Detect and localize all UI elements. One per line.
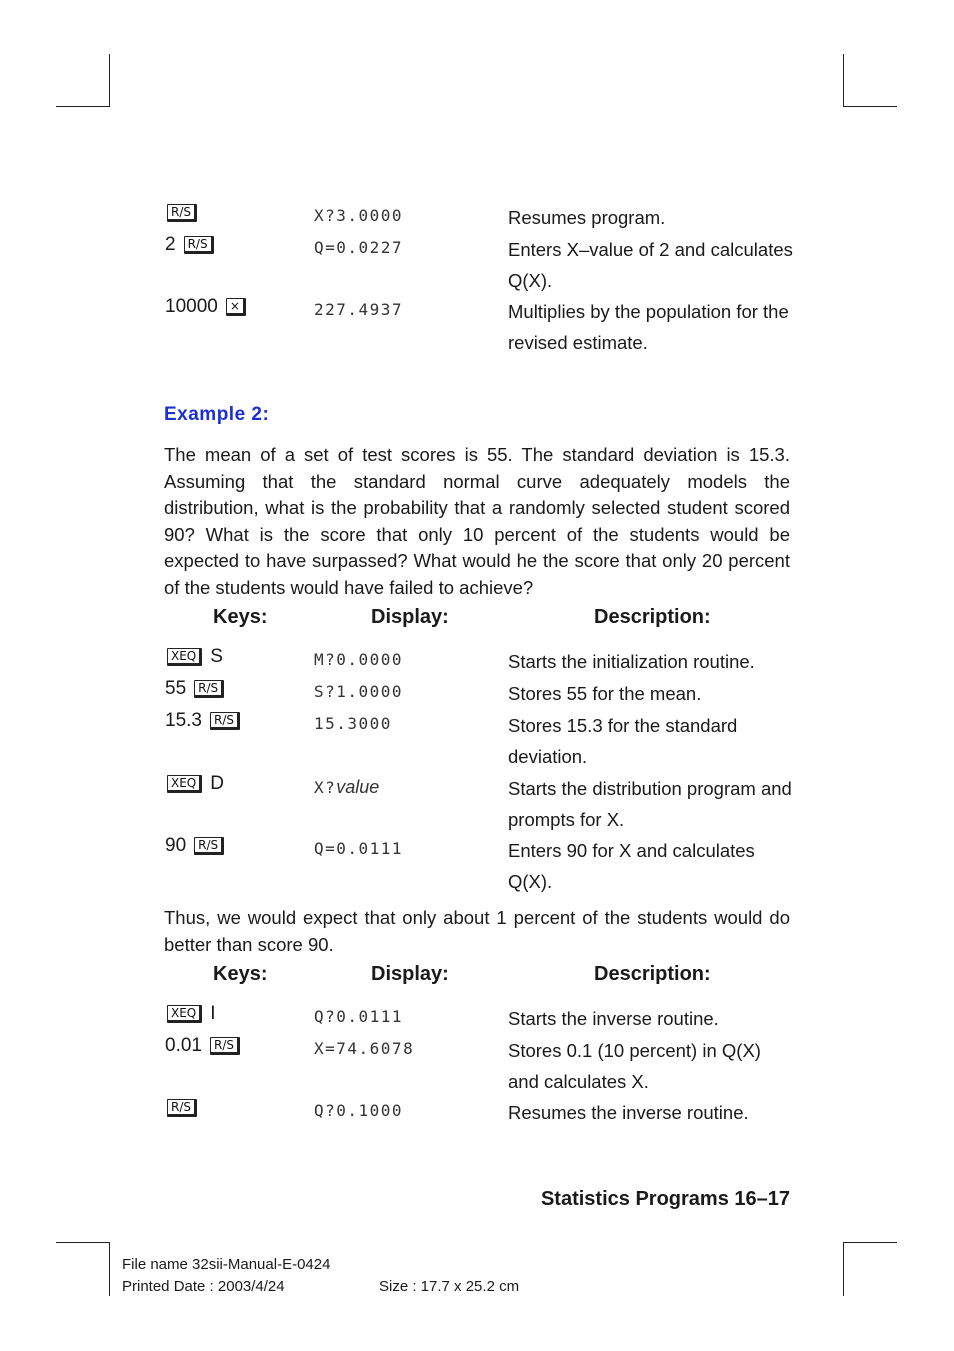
crop-mark	[109, 54, 110, 106]
keys-cell	[165, 1097, 199, 1119]
key-rs: R/S	[210, 712, 240, 730]
crop-mark	[843, 106, 897, 107]
key-xeq: XEQ	[167, 1005, 202, 1023]
crop-mark	[56, 106, 110, 107]
example-heading: Example 2:	[164, 404, 270, 425]
crop-mark	[109, 1242, 110, 1296]
page-footer-title: Statistics Programs 16–17	[540, 1188, 790, 1210]
display-cell: Q=0.0227	[314, 238, 404, 257]
display-header: Display:	[371, 963, 449, 985]
description-cell: Enters 90 for X and calculates Q(X).	[508, 840, 755, 892]
table-row	[0, 773, 954, 830]
key-rs: R/S	[167, 204, 197, 222]
key-rs: R/S	[194, 837, 224, 855]
display-cell: X?3.0000	[314, 206, 404, 225]
keys-cell	[165, 202, 199, 224]
description-cell: Resumes the inverse routine.	[508, 1102, 749, 1123]
description-cell: Enters X–value of 2 and calculates Q(X).	[508, 239, 793, 291]
display-cell: 227.4937	[314, 300, 404, 319]
key-rs: R/S	[210, 1037, 240, 1055]
description-cell: Stores 15.3 for the standard deviation.	[508, 715, 738, 767]
display-cell: 15.3000	[314, 714, 392, 733]
file-name: File name 32sii-Manual-E-0424	[122, 1256, 331, 1273]
keys-header: Keys:	[213, 963, 268, 985]
key-rs: R/S	[194, 680, 224, 698]
keys-cell: XEQ D	[165, 773, 224, 795]
keys-cell: 55 R/S	[165, 678, 226, 700]
keys-cell: 10000 ×	[165, 296, 248, 318]
keys-cell: 2 R/S	[165, 234, 216, 256]
keys-cell: 0.01 R/S	[165, 1035, 242, 1057]
keys-cell: XEQ S	[165, 646, 223, 668]
display-cell: S?1.0000	[314, 682, 404, 701]
table-row	[0, 646, 954, 678]
description-cell: Starts the initialization routine.	[508, 651, 755, 672]
display-cell: X?value	[314, 777, 380, 797]
key-xeq: XEQ	[167, 775, 202, 793]
description-header: Description:	[594, 963, 711, 985]
display-cell: Q?0.0111	[314, 1007, 404, 1026]
table-row	[0, 835, 954, 892]
description-cell: Starts the distribution program and prompts for X.	[508, 778, 792, 830]
description-cell: Stores 55 for the mean.	[508, 683, 702, 704]
key-xeq: XEQ	[167, 648, 202, 666]
table-row	[0, 710, 954, 767]
display-cell: Q=0.0111	[314, 839, 404, 858]
table-row	[0, 296, 954, 353]
conclusion-paragraph: Thus, we would expect that only about 1 percent of the students would do better than score 90.	[164, 907, 790, 955]
description-cell: Stores 0.1 (10 percent) in Q(X) and calculates X.	[508, 1040, 761, 1092]
crop-mark	[843, 1242, 897, 1243]
keys-header: Keys:	[213, 606, 268, 628]
description-cell: Multiplies by the population for the revised estimate.	[508, 301, 789, 353]
key-rs: R/S	[167, 1099, 197, 1117]
keys-cell: 15.3 R/S	[165, 710, 242, 732]
crop-mark	[843, 1242, 844, 1296]
page-size: Size : 17.7 x 25.2 cm	[379, 1278, 520, 1295]
keys-cell: XEQ I	[165, 1003, 216, 1025]
example-paragraph: The mean of a set of test scores is 55. The standard deviation is 15.3. Assuming that the standard normal curve adequately models the distribution, what is the probability that a randomly selected student scored 90? What is the score that only 10 percent of the students would be expected to have surpassed? What would he the score that only 20 percent of the students would have failed to achieve?	[164, 444, 790, 598]
table-row	[0, 202, 954, 234]
display-cell: X=74.6078	[314, 1039, 415, 1058]
key-rs: R/S	[184, 236, 214, 254]
crop-mark	[843, 54, 844, 106]
table-row	[0, 1035, 954, 1092]
crop-mark	[56, 1242, 110, 1243]
key-multiply: ×	[226, 298, 246, 316]
display-cell: Q?0.1000	[314, 1101, 404, 1120]
description-header: Description:	[594, 606, 711, 628]
table-row	[0, 678, 954, 710]
table-row	[0, 1097, 954, 1129]
display-header: Display:	[371, 606, 449, 628]
display-cell: M?0.0000	[314, 650, 404, 669]
printed-date: Printed Date : 2003/4/24	[122, 1278, 285, 1295]
description-cell: Resumes program.	[508, 207, 666, 228]
description-cell: Starts the inverse routine.	[508, 1008, 719, 1029]
table-row	[0, 234, 954, 291]
table-row	[0, 1003, 954, 1035]
keys-cell: 90 R/S	[165, 835, 226, 857]
